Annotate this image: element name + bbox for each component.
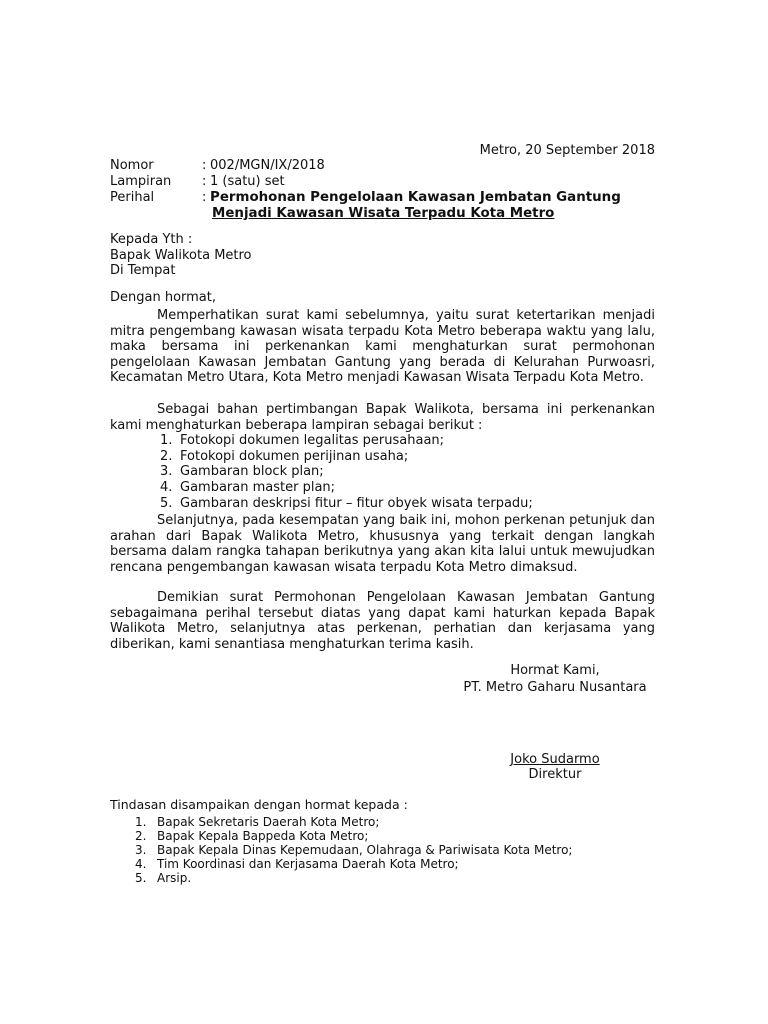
paragraph-text: Memperhatikan surat kami sebelumnya, yaitu surat ketertarikan menjadi mitra pengembang kawasan wisata terpadu Kota Metro beberapa waktu yang lalu, maka bersama ini perkenankan kami menghaturkan surat permohonan pengelolaan Kawasan Jembatan Gantung yang berada di Kelurahan Purwoasri, Kecamatan Metro Utara, Kota Metro menjadi Kawasan Wisata Terpadu Kota Metro. xyxy=(110,308,655,386)
letter-meta xyxy=(110,158,670,222)
paragraph-3 xyxy=(110,513,655,575)
list-item-text: Fotokopi dokumen perijinan usaha; xyxy=(180,448,409,464)
signer-title: Direktur xyxy=(528,767,582,782)
meta-number-row xyxy=(110,158,670,174)
cc-list xyxy=(110,815,572,885)
meta-value: 002/MGN/IX/2018 xyxy=(210,158,325,173)
recipient-line: Di Tempat xyxy=(110,263,176,279)
paragraph-2 xyxy=(110,402,655,511)
paragraph-text: Selanjutnya, pada kesempatan yang baik ini, mohon perkenan petunjuk dan arahan dari Bapak Walikota Metro, khususnya yang terkait dengan langkah bersama dalam rangka tahapan berikutnya yang akan kita lalui untuk mewujudkan rencana pengembangan kawasan wisata terpadu Kota Metro dimaksud. xyxy=(110,513,655,575)
list-item: 4. Gambaran master plan; xyxy=(160,479,336,495)
signer-name: Joko Sudarmo xyxy=(510,752,600,767)
paragraph-text: Sebagai bahan pertimbangan Bapak Walikota, bersama ini perkenankan kami menghaturkan beberapa lampiran sebagai berikut : xyxy=(110,402,655,433)
meta-key: Nomor xyxy=(110,158,154,173)
list-item-text: Bapak Kepala Dinas Kepemudaan, Olahraga & Pariwisata Kota Metro; xyxy=(157,843,573,857)
paragraph-4 xyxy=(110,590,655,652)
list-item: 1. Bapak Sekretaris Daerah Kota Metro; xyxy=(135,815,380,829)
meta-colon: : xyxy=(202,158,207,173)
meta-colon: : xyxy=(202,174,207,189)
list-item-text: Fotokopi dokumen legalitas perusahaan; xyxy=(180,433,445,449)
list-item: 4. Tim Koordinasi dan Kerjasama Daerah Kota Metro; xyxy=(135,857,459,871)
list-item: 3. Gambaran block plan; xyxy=(160,464,324,480)
attachment-list xyxy=(110,433,655,511)
salutation: Dengan hormat, xyxy=(110,290,217,305)
subject-line-1: Permohonan Pengelolaan Kawasan Jembatan Gantung xyxy=(210,190,621,205)
subject-line-2: Menjadi Kawasan Wisata Terpadu Kota Metro xyxy=(212,206,555,221)
meta-key: Lampiran xyxy=(110,174,172,189)
company-name: PT. Metro Gaharu Nusantara xyxy=(463,680,647,695)
paragraph-text: Demikian surat Permohonan Pengelolaan Kawasan Jembatan Gantung sebagaimana perihal tersebut diatas yang dapat kami haturkan kepada Bapak Walikota Metro, selanjutnya atas perkenan, perhatian dan kerjasama yang diberikan, kami senantiasa menghaturkan terima kasih. xyxy=(110,590,655,652)
list-item-text: Arsip. xyxy=(157,871,192,885)
meta-key: Perihal xyxy=(110,190,155,205)
list-item: 1. Fotokopi dokumen legalitas perusahaan; xyxy=(160,433,445,449)
meta-attachment-row xyxy=(110,174,670,190)
list-item: 2. Fotokopi dokumen perijinan usaha; xyxy=(160,448,409,464)
paragraph-1 xyxy=(110,308,655,386)
list-item-text: Gambaran master plan; xyxy=(180,479,336,495)
list-item-text: Tim Koordinasi dan Kerjasama Daerah Kota Metro; xyxy=(157,857,459,871)
letter-date: Metro, 20 September 2018 xyxy=(479,143,655,158)
recipient-block xyxy=(110,232,655,279)
list-item-text: Gambaran block plan; xyxy=(180,464,324,480)
meta-subject-row-2 xyxy=(110,206,670,222)
list-item: 5. Gambaran deskripsi fitur – fitur obyek wisata terpadu; xyxy=(160,495,533,511)
list-item: 3. Bapak Kepala Dinas Kepemudaan, Olahraga & Pariwisata Kota Metro; xyxy=(135,843,573,857)
list-item-text: Bapak Kepala Bappeda Kota Metro; xyxy=(157,829,369,843)
closing: Hormat Kami, xyxy=(510,663,600,678)
list-item: 2. Bapak Kepala Bappeda Kota Metro; xyxy=(135,829,369,843)
meta-value: 1 (satu) set xyxy=(210,174,285,189)
recipient-line: Kepada Yth : xyxy=(110,232,193,247)
meta-colon: : xyxy=(202,190,207,205)
meta-subject-row xyxy=(110,190,670,206)
list-item-text: Gambaran deskripsi fitur – fitur obyek wisata terpadu; xyxy=(180,495,533,511)
cc-title: Tindasan disampaikan dengan hormat kepada : xyxy=(110,797,408,812)
signer-block xyxy=(480,752,630,782)
recipient-line: Bapak Walikota Metro xyxy=(110,247,252,263)
list-item: 5. Arsip. xyxy=(135,871,192,885)
list-item-text: Bapak Sekretaris Daerah Kota Metro; xyxy=(157,815,380,829)
